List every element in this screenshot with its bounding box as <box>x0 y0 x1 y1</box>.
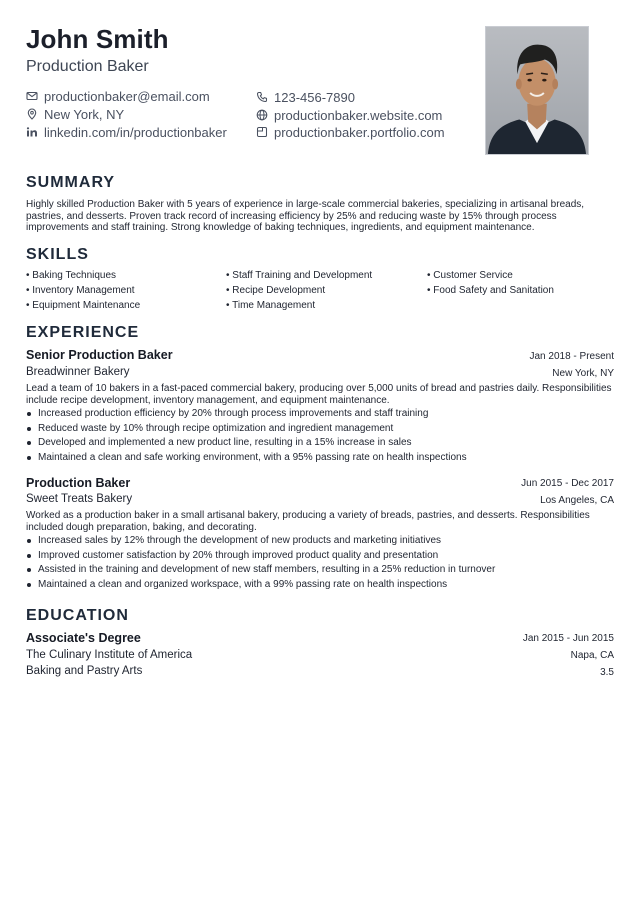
skill-item: • Staff Training and Development <box>226 270 373 281</box>
summary-heading: SUMMARY <box>26 174 116 191</box>
profile-photo <box>485 26 589 155</box>
school-location: Napa, CA <box>570 650 614 661</box>
skill-item: • Recipe Development <box>226 285 326 296</box>
globe-icon <box>256 109 268 121</box>
contact-website[interactable] <box>256 106 442 124</box>
job-bullet: Increased sales by 12% through the development of new products and marketing initiatives <box>26 535 441 546</box>
experience-heading: EXPERIENCE <box>26 324 140 341</box>
job-bullet: Improved customer satisfaction by 20% through improved product quality and presentation <box>26 550 438 561</box>
candidate-title: Production Baker <box>26 58 149 75</box>
contact-email[interactable] <box>26 87 210 105</box>
contact-portfolio[interactable] <box>256 123 445 141</box>
phone-text: 123-456-7890 <box>274 89 355 105</box>
job-location: New York, NY <box>552 368 614 379</box>
linkedin-text: linkedin.com/in/productionbaker <box>44 124 227 140</box>
map-pin-icon <box>26 108 38 120</box>
education-dates: Jan 2015 - Jun 2015 <box>522 633 614 644</box>
job-bullet: Developed and implemented a new product line, resulting in a 15% increase in sales <box>26 437 412 448</box>
summary-text: Highly skilled Production Baker with 5 years of experience in large-scale commercial bakeries, specializing in artisanal breads, pastries, and desserts. Proven track record of increasing efficiency by 25% and reducing waste by 15% through process improvements and staff training. Strong knowledge of baking techniques, ingredients, and equipment maintenance. <box>26 199 585 233</box>
contact-location <box>26 105 124 123</box>
job-dates: Jan 2018 - Present <box>529 351 614 362</box>
linkedin-icon <box>26 126 38 138</box>
skill-item: • Inventory Management <box>26 285 135 296</box>
job-title: Production Baker <box>26 476 131 490</box>
job-description: Lead a team of 10 bakers in a fast-paced commercial bakery, producing over 5,000 units of bread and pastries daily. Responsibilities include recipe development, inventory management, and equipment maintenance. <box>26 383 612 406</box>
job-bullet: Maintained a clean and organized workspace, with a 99% passing rate on health inspections <box>26 579 447 590</box>
skill-item: • Customer Service <box>427 270 513 281</box>
email-text: productionbaker@email.com <box>44 88 210 104</box>
gpa: 3.5 <box>600 667 614 678</box>
education-heading: EDUCATION <box>26 607 129 624</box>
job-dates: Jun 2015 - Dec 2017 <box>521 478 614 489</box>
contact-linkedin[interactable] <box>26 123 227 141</box>
portfolio-icon <box>256 126 268 138</box>
location-text: New York, NY <box>44 106 125 122</box>
job-title: Senior Production Baker <box>26 348 173 362</box>
job-bullet: Maintained a clean and safe working environment, with a 95% passing rate on health inspections <box>26 452 467 463</box>
degree: Associate's Degree <box>26 631 141 645</box>
skill-item: • Baking Techniques <box>26 270 117 281</box>
job-bullet: Reduced waste by 10% through recipe optimization and ingredient management <box>26 423 393 434</box>
contact-phone[interactable] <box>256 88 355 106</box>
job-bullet: Assisted in the training and development of new staff members, resulting in a 25% reduction in turnover <box>26 564 495 575</box>
skills-heading: SKILLS <box>26 246 89 263</box>
skill-item: • Time Management <box>226 300 316 311</box>
job-bullet: Increased production efficiency by 20% through process improvements and staff training <box>26 408 428 419</box>
job-company: Sweet Treats Bakery <box>26 493 133 505</box>
envelope-icon <box>26 90 38 102</box>
school-name: The Culinary Institute of America <box>26 649 193 661</box>
portfolio-text: productionbaker.portfolio.com <box>274 124 445 140</box>
candidate-name: John Smith <box>26 24 169 54</box>
skill-item: • Food Safety and Sanitation <box>427 285 554 296</box>
website-text: productionbaker.website.com <box>274 107 443 123</box>
job-location: Los Angeles, CA <box>540 495 614 506</box>
job-company: Breadwinner Bakery <box>26 366 130 378</box>
job-description: Worked as a production baker in a small artisanal bakery, producing a variety of breads, pastries, and desserts. Responsibilities included dough preparation, baking, and decorating. <box>26 510 590 533</box>
field-of-study: Baking and Pastry Arts <box>26 665 143 677</box>
phone-icon <box>256 91 268 103</box>
skill-item: • Equipment Maintenance <box>26 300 141 311</box>
